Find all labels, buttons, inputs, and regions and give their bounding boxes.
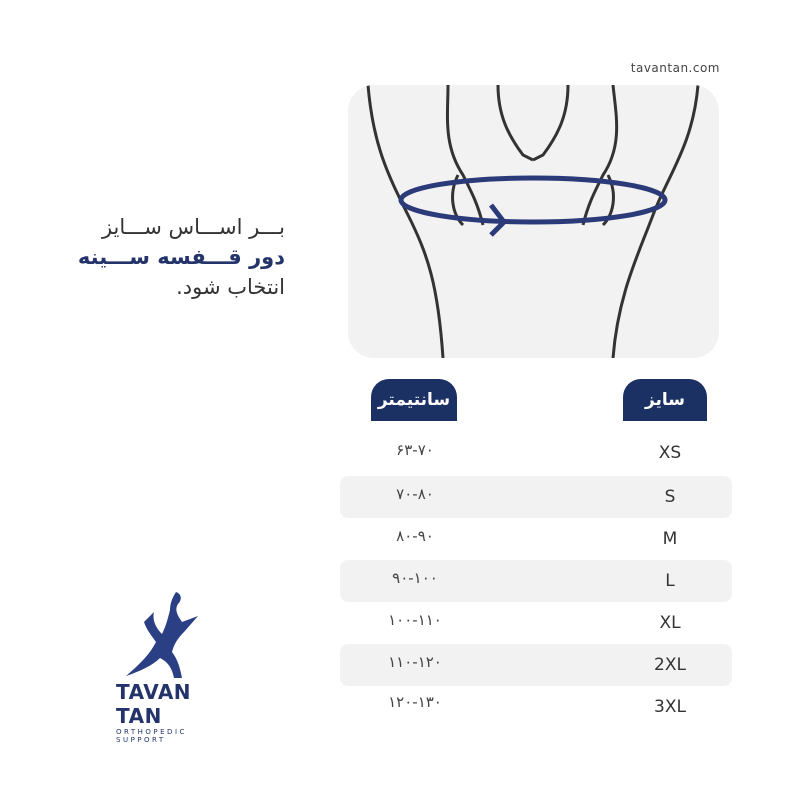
logo-name: TAVAN TAN [116,680,192,728]
size-cell: L [665,571,675,591]
brand-logo [116,590,226,744]
header-size: سایز [623,379,707,421]
size-cell: S [664,487,676,507]
headline-line-1: بـــر اســـاس ســـایز [101,215,285,239]
size-cell: 3XL [654,697,686,717]
cm-cell: ۱۰۰-۱۱۰ [388,611,442,629]
website-url: tavantan.com [630,61,720,75]
cm-cell: ۹۰-۱۰۰ [392,569,438,587]
size-cell: XS [658,443,682,463]
size-cell: M [662,529,678,549]
cm-cell: ۶۳-۷۰ [396,441,434,459]
size-cell: 2XL [654,655,686,675]
chest-measurement-illustration [348,85,719,358]
headline [78,212,285,302]
headline-line-3: انتخاب شود. [176,275,285,299]
header-centimeter: سانتیمتر [371,379,457,421]
cm-cell: ۱۲۰-۱۳۰ [388,693,442,711]
cm-cell: ۱۱۰-۱۲۰ [388,653,442,671]
cm-cell: ۷۰-۸۰ [396,485,434,503]
runner-icon [116,590,216,678]
headline-line-2: دور قـــفسه ســـینه [77,245,285,269]
logo-tagline: ORTHOPEDIC SUPPORT [116,728,187,744]
size-cell: XL [659,613,681,633]
cm-cell: ۸۰-۹۰ [396,527,434,545]
